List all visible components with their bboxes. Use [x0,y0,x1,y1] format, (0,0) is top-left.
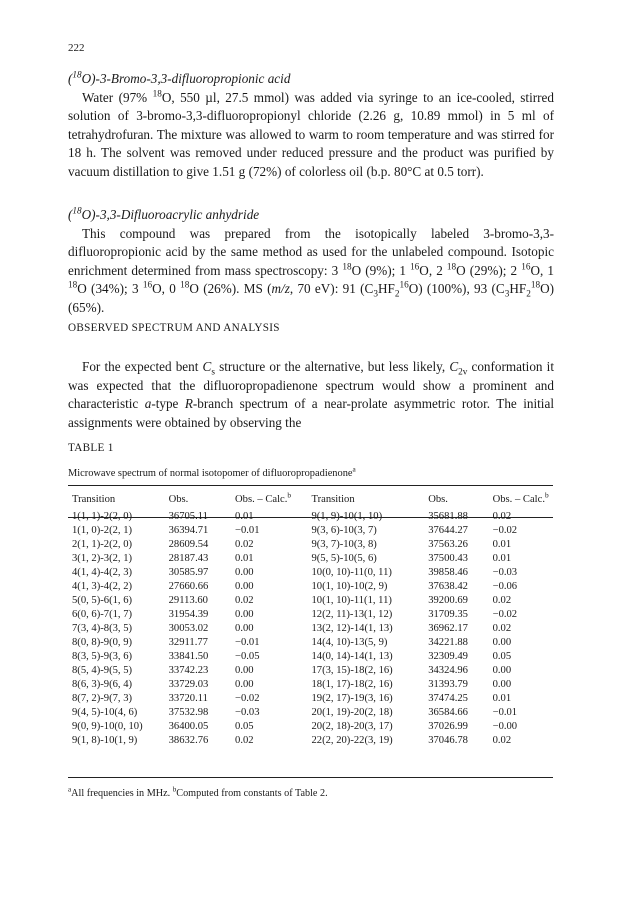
table-top-rule [68,485,553,486]
cell-obs: 31954.39 [168,609,209,620]
table-row [68,594,553,608]
cell-obs: 37532.98 [168,707,209,718]
cell-transition: 8(5, 4)-9(5, 5) [72,665,133,676]
cell-transition: 6(0, 6)-7(1, 7) [72,609,133,620]
cell-obs-calc: −0.01 [235,637,260,648]
cell-obs-2: 35681.88 [428,511,468,522]
cell-obs: 36394.71 [168,525,209,536]
cell-obs-calc-2: 0.02 [492,735,512,746]
cell-obs-calc-2: 0.01 [492,539,512,550]
cell-transition: 1(1, 0)-2(2, 1) [72,525,133,536]
cell-obs: 36400.05 [168,721,209,732]
cell-obs-calc-2: 0.01 [492,693,512,704]
cell-obs-calc-2: −0.02 [492,609,518,620]
cell-obs: 33742.23 [168,665,209,676]
cell-obs-calc-2: −0.03 [492,567,518,578]
table-row [68,706,553,720]
cell-transition: 7(3, 4)-8(3, 5) [72,623,133,634]
cell-transition-2: 9(3, 6)-10(3, 7) [311,525,377,536]
table-bottom-rule [68,777,553,778]
cell-obs: 33841.50 [168,651,209,662]
table-row [68,734,553,748]
cell-obs: 38632.76 [168,735,209,746]
cell-transition: 2(1, 1)-2(2, 0) [72,539,133,550]
table-row [68,636,553,650]
table-body [68,510,553,748]
table-row [68,552,553,566]
section-anhydride [68,206,554,318]
table-label: TABLE 1 [68,442,114,454]
table-caption: Microwave spectrum of normal isotopomer of difluoropropadienone$^a$ [68,465,356,479]
cell-transition: 8(6, 3)-9(6, 4) [72,679,133,690]
table-row [68,538,553,552]
cell-obs: 28609.54 [168,539,209,550]
table-row [68,566,553,580]
cell-obs-calc: 0.01 [235,553,254,564]
cell-obs-calc-2: −0.02 [492,525,518,536]
cell-obs: 30053.02 [168,623,209,634]
cell-obs-calc-2: −0.00 [492,721,518,732]
cell-transition: 9(1, 8)-10(1, 9) [72,735,138,746]
cell-obs-2: 37500.43 [428,553,468,564]
cell-transition: 1(1, 1)-2(2, 0) [72,511,133,522]
cell-transition-2: 14(4, 10)-13(5, 9) [311,637,388,648]
cell-transition-2: 22(2, 20)-22(3, 19) [311,735,393,746]
cell-obs: 30585.97 [168,567,209,578]
table-header-row [68,490,553,510]
cell-obs-calc: 0.05 [235,721,254,732]
cell-obs-calc-2: 0.00 [492,679,512,690]
table-footnote: $^a$All frequencies in MHz. $^b$Computed from constants of Table 2. [68,785,328,799]
cell-obs: 27660.66 [168,581,209,592]
cell-obs-2: 31393.79 [428,679,468,690]
table-row [68,720,553,734]
col-header-obs-2: Obs. [428,494,448,505]
cell-transition-2: 10(0, 10)-11(0, 11) [311,567,392,578]
cell-obs-calc-2: 0.02 [492,595,512,606]
col-header-transition: Transition [72,494,116,505]
cell-transition: 5(0, 5)-6(1, 6) [72,595,133,606]
cell-obs-calc: 0.01 [235,511,254,522]
page-number: 222 [68,42,85,54]
cell-obs-calc: 0.00 [235,609,254,620]
cell-obs-calc: 0.02 [235,539,254,550]
cell-obs-calc: −0.01 [235,525,260,536]
cell-obs-calc-2: 0.01 [492,553,512,564]
cell-obs-calc: 0.00 [235,581,254,592]
cell-transition: 8(3, 5)-9(3, 6) [72,651,133,662]
cell-obs: 29113.60 [168,595,208,606]
cell-transition-2: 9(5, 5)-10(5, 6) [311,553,377,564]
cell-transition: 9(0, 9)-10(0, 10) [72,721,143,732]
section-paragraph-observed: For the expected bent $C_s$ structure or the alternative, but less likely, $C_{2v}$ conformation it was expected that the difluoropropadienone spectrum would show a prominent and characteristic a-type R-branch spectrum of a near-prolate asymmetric rotor. The initial assignments were obtained by observing the [68,359,554,430]
cell-obs-calc-2: 0.02 [492,511,512,522]
cell-transition-2: 12(2, 11)-13(1, 12) [311,609,393,620]
section-heading-anhydride: ($^{18}$O)-3,3-Difluoroacrylic anhydride [68,205,260,222]
cell-obs: 33720.11 [168,693,208,704]
cell-obs: 33729.03 [168,679,209,690]
cell-obs-calc: 0.00 [235,679,254,690]
cell-transition: 8(7, 2)-9(7, 3) [72,693,133,704]
cell-transition-2: 10(1, 10)-11(1, 11) [311,595,392,606]
cell-obs-2: 37638.42 [428,581,468,592]
cell-obs: 28187.43 [168,553,209,564]
cell-transition-2: 9(3, 7)-10(3, 8) [311,539,377,550]
col-header-obs-calc: Obs. – Calc.$^b$ [235,490,292,505]
cell-obs-calc-2: 0.05 [492,651,512,662]
cell-transition: 4(1, 4)-4(2, 3) [72,567,133,578]
col-header-obs: Obs. [168,494,189,505]
table-row [68,524,553,538]
cell-obs-calc-2: 0.00 [492,637,512,648]
section-observed [68,358,554,432]
cell-transition-2: 20(1, 19)-20(2, 18) [311,707,393,718]
cell-obs-2: 36584.66 [428,707,468,718]
cell-obs-2: 37563.26 [428,539,468,550]
cell-obs-2: 37644.27 [428,525,468,536]
cell-transition: 8(0, 8)-9(0, 9) [72,637,133,648]
table-row [68,664,553,678]
cell-transition: 4(1, 3)-4(2, 2) [72,581,133,592]
cell-obs-2: 37474.25 [428,693,468,704]
cell-obs-2: 36962.17 [428,623,468,634]
cell-transition-2: 19(2, 17)-19(3, 16) [311,693,393,704]
cell-transition-2: 14(0, 14)-14(1, 13) [311,651,393,662]
cell-obs-calc: 0.00 [235,623,254,634]
col-header-transition-2: Transition [311,494,355,505]
table-row [68,650,553,664]
cell-obs-calc: 0.02 [235,735,254,746]
cell-obs-2: 31709.35 [428,609,468,620]
cell-obs-calc-2: 0.02 [492,623,512,634]
footnote-b: Computed from constants of Table 2. [176,788,328,799]
cell-obs-2: 39858.46 [428,567,468,578]
table-row [68,580,553,594]
cell-obs-2: 37046.78 [428,735,468,746]
cell-obs-2: 37026.99 [428,721,468,732]
table-row [68,608,553,622]
cell-obs-calc-2: −0.06 [492,581,518,592]
cell-obs-calc: 0.02 [235,595,254,606]
cell-obs-2: 39200.69 [428,595,468,606]
cell-transition-2: 10(1, 10)-10(2, 9) [311,581,388,592]
col-header-obs-calc-2: Obs. – Calc.$^b$ [492,490,549,505]
cell-obs-calc: −0.05 [235,651,260,662]
cell-transition: 9(4, 5)-10(4, 6) [72,707,138,718]
table-row [68,510,553,524]
cell-transition: 3(1, 2)-3(2, 1) [72,553,133,564]
cell-obs-calc-2: −0.01 [492,707,518,718]
section-bromo-acid [68,70,554,182]
cell-obs-calc: −0.03 [235,707,260,718]
cell-obs-2: 34221.88 [428,637,468,648]
cell-obs-calc: 0.00 [235,567,254,578]
section-paragraph-bromo-acid: Water (97% $^{18}$O, 550 µl, 27.5 mmol) was added via syringe to an ice-cooled, stirred solution of 3-bromo-3,3-difluoropropionyl chloride (2.26 g, 10.89 mmol) in 5 ml of tetrahydrofuran. The mixture was allowed to warm to room temperature and was stirred for 18 h. The solvent was removed under reduced pressure and the product was purified by vacuum distillation to give 1.51 g (72%) of colorless oil (b.p. 80°C at 0.5 torr). [68,88,554,179]
cell-transition-2: 9(1, 9)-10(1, 10) [311,511,383,522]
cell-transition-2: 20(2, 18)-20(3, 17) [311,721,393,732]
footnote-a: All frequencies in MHz. [71,788,171,799]
microwave-spectrum-table [68,490,553,748]
table-row [68,678,553,692]
cell-obs-calc: 0.00 [235,665,254,676]
section-paragraph-anhydride: This compound was prepared from the isotopically labeled 3-bromo-3,3-difluoropropionic acid by the same method as used for the unlabeled compound. Isotopic enrichment determined from mass spectroscopy: 3 $^{18}$O (9%); 1 $^{16}$O, 2 $^{18}$O (29%); 2 $^{16}$O, 1 $^{18}$O (34%); 3 $^{16}$O, 0 $^{18}$O (26%). MS (m/z, 70 eV): 91 $(C_3HF_2^{16}O)$ (100%), 93 $(C_3HF_2^{18}O)$ (65%). [68,225,554,315]
cell-transition-2: 18(1, 17)-18(2, 16) [311,679,393,690]
cell-obs-calc: −0.02 [235,693,260,704]
cell-transition-2: 17(3, 15)-18(2, 16) [311,665,393,676]
cell-obs: 36705.11 [168,511,208,522]
table-row [68,692,553,706]
section-heading-bromo-acid: ($^{18}$O)-3-Bromo-3,3-difluoropropionic acid [68,69,291,86]
cell-obs-calc-2: 0.00 [492,665,512,676]
cell-obs-2: 32309.49 [428,651,468,662]
cell-obs-2: 34324.96 [428,665,468,676]
cell-transition-2: 13(2, 12)-14(1, 13) [311,623,393,634]
table-row [68,622,553,636]
section-heading-observed: OBSERVED SPECTRUM AND ANALYSIS [68,322,280,334]
cell-obs: 32911.77 [168,637,208,648]
